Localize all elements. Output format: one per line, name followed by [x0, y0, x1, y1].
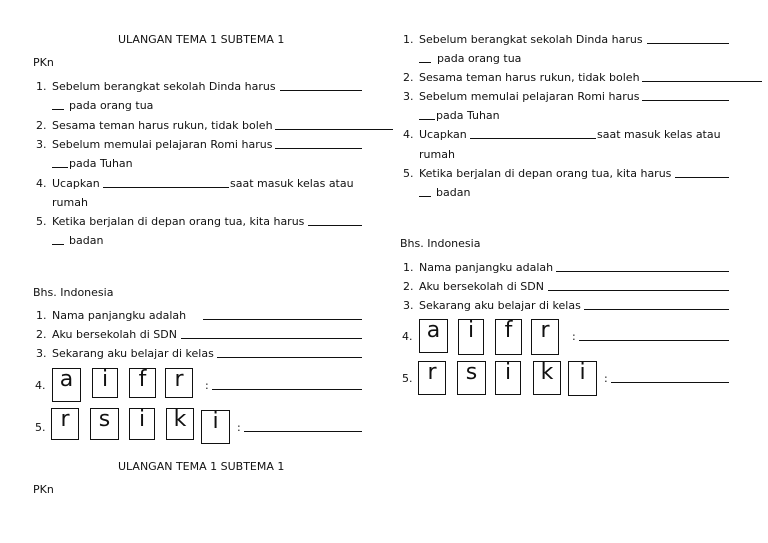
question-text: Sesama teman harus rukun, tidak boleh [52, 119, 273, 132]
answer-blank [217, 348, 362, 358]
answer-blank [419, 110, 435, 120]
answer-blank [275, 120, 393, 130]
bhs-heading: Bhs. Indonesia [400, 237, 481, 250]
question-text: Sebelum berangkat sekolah Dinda harus [419, 33, 643, 46]
answer-blank [52, 158, 68, 168]
answer-blank [103, 178, 229, 188]
answer-blank [275, 139, 362, 149]
answer-blank [584, 300, 729, 310]
question-text: Aku bersekolah di SDN [52, 328, 177, 341]
question-text: Ketika berjalan di depan orang tua, kita harus [52, 215, 305, 228]
answer-blank [556, 262, 729, 272]
letter-box: i [129, 408, 155, 440]
letter-box: i [458, 319, 484, 355]
pkn-heading: PKn [33, 56, 54, 69]
answer-blank [212, 380, 362, 390]
bhs-heading: Bhs. Indonesia [33, 286, 114, 299]
answer-blank [611, 373, 729, 383]
letter-box: r [165, 368, 193, 398]
question-text: Nama panjangku adalah [52, 309, 187, 322]
answer-blank [548, 281, 729, 291]
answer-blank [642, 72, 762, 82]
answer-blank [419, 187, 431, 197]
answer-blank [203, 310, 362, 320]
answer-blank [642, 91, 729, 101]
question-text: Sebelum memulai pelajaran Romi harus [419, 90, 640, 103]
letter-box: a [419, 319, 448, 353]
answer-blank [419, 53, 431, 63]
answer-blank [52, 235, 64, 245]
answer-blank [244, 422, 362, 432]
question-text: Aku bersekolah di SDN [419, 280, 544, 293]
letter-box: f [495, 319, 522, 355]
letter-box: i [92, 368, 118, 398]
question-text: Ketika berjalan di depan orang tua, kita harus [419, 167, 672, 180]
question-text: Sesama teman harus rukun, tidak boleh [419, 71, 640, 84]
answer-blank [280, 81, 362, 91]
page-title: ULANGAN TEMA 1 SUBTEMA 1 [118, 460, 285, 473]
letter-box: s [90, 408, 119, 440]
answer-blank [308, 216, 362, 226]
page-title: ULANGAN TEMA 1 SUBTEMA 1 [118, 33, 285, 46]
letter-box: f [129, 368, 156, 398]
letter-box: k [166, 408, 194, 440]
letter-box: a [52, 368, 81, 402]
question-text: Sebelum memulai pelajaran Romi harus [52, 138, 273, 151]
question-text: Sekarang aku belajar di kelas [419, 299, 581, 312]
letter-box: k [533, 361, 561, 395]
answer-blank [579, 331, 729, 341]
answer-blank [647, 34, 729, 44]
pkn-heading: PKn [33, 483, 54, 496]
letter-box: i [495, 361, 521, 395]
letter-box: r [418, 361, 446, 395]
question-text: Nama panjangku adalah [419, 261, 554, 274]
letter-box: i [201, 410, 230, 444]
letter-box: s [457, 361, 486, 395]
question-text: Sekarang aku belajar di kelas [52, 347, 214, 360]
letter-box: r [531, 319, 559, 355]
answer-blank [470, 129, 596, 139]
letter-box: r [51, 408, 79, 440]
question-text: Sebelum berangkat sekolah Dinda harus [52, 80, 276, 93]
answer-blank [675, 168, 729, 178]
letter-box: i [568, 361, 597, 396]
answer-blank [181, 329, 362, 339]
answer-blank [52, 100, 64, 110]
